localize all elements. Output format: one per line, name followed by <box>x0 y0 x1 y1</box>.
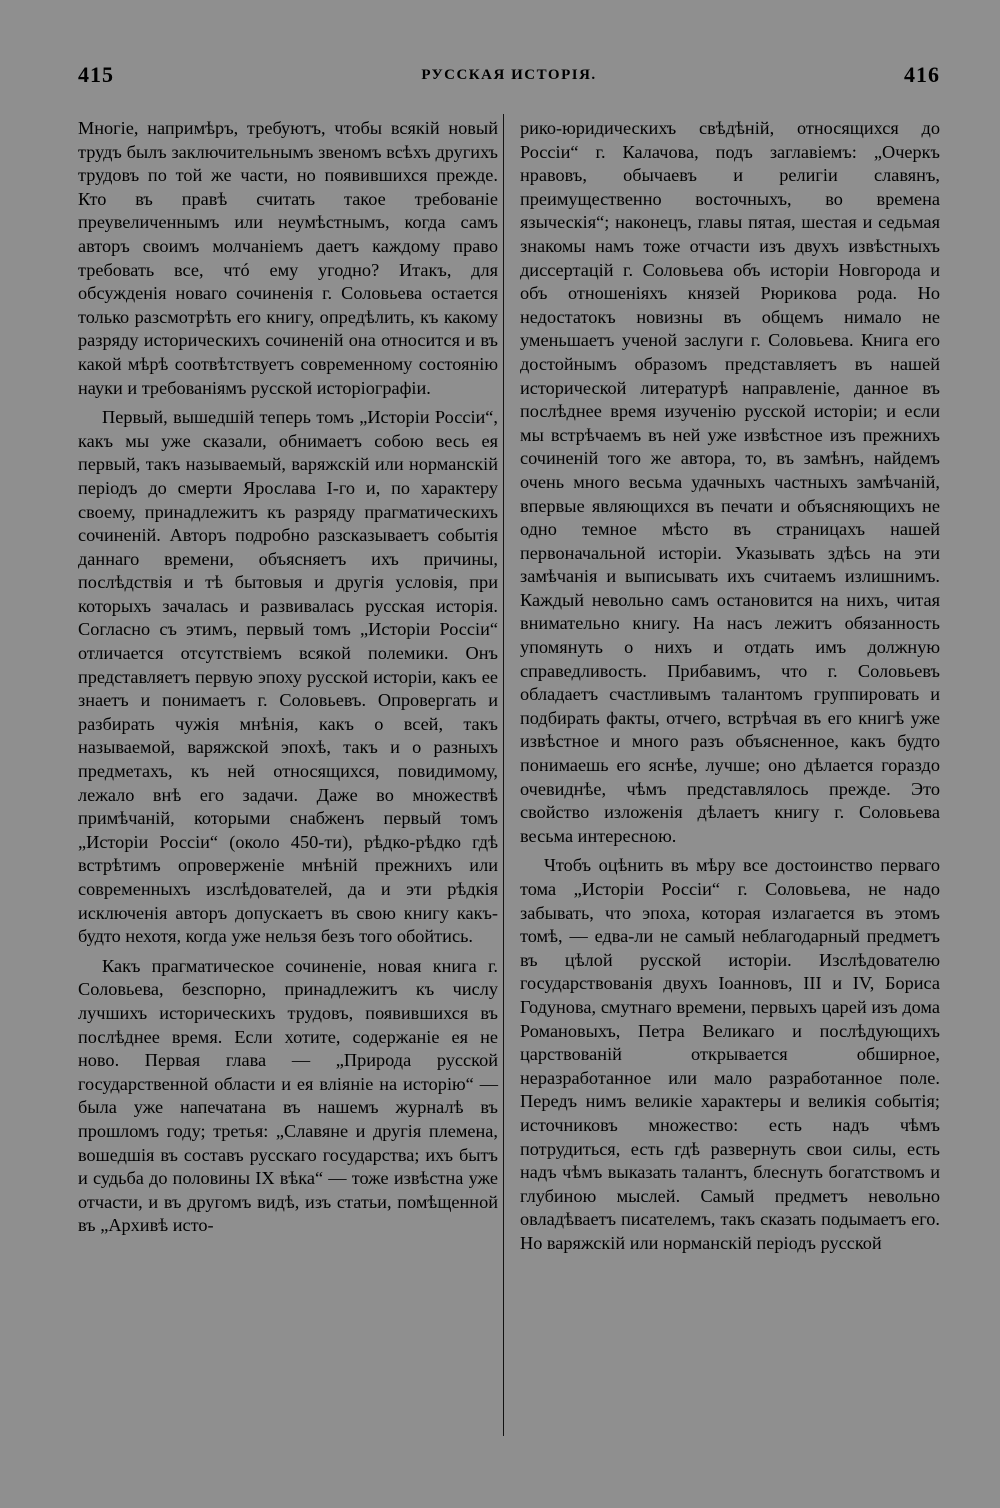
paragraph: Многіе, напримѣръ, требуютъ, чтобы всякій новый трудъ былъ заключительнымъ звеномъ всѣхъ другихъ трудовъ по той же части, но появившихся прежде. Кто въ правѣ считать такое требованіе преувеличеннымъ или неумѣстнымъ, когда самъ авторъ своимъ молчаніемъ даетъ каждому право требовать все, чтó ему угодно? Итакъ, для обсужденія новаго сочиненія г. Соловьева остается только разсмотрѣть его книгу, опредѣлить, къ какому разряду историческихъ сочиненій она относится и въ какой мѣрѣ соотвѣтствуетъ современному состоянію науки и требованіямъ русской исторіографіи. <box>78 118 498 398</box>
page-header <box>78 62 940 92</box>
page-number-left: 415 <box>78 62 114 87</box>
running-title: РУССКАЯ ИСТОРІЯ. <box>421 67 597 83</box>
paragraph: Чтобъ оцѣнить въ мѣру все достоинство перваго тома „Исторіи Россіи“ г. Соловьева, не надо забывать, что эпоха, которая излагается въ этомъ томѣ, — едва-ли не самый неблагодарный предметъ въ цѣлой русской исторіи. Изслѣдователю государствованія двухъ Іоанновъ, III и IV, Бориса Годунова, смутнаго времени, первыхъ царей изъ дома Романовыхъ, Петра Великаго и послѣдующихъ царствованій открывается обширное, неразработанное или мало разработанное поле. Передъ нимъ великіе характеры и великія событія; источниковъ множество: есть надъ чѣмъ потрудиться, есть гдѣ развернуть свои силы, есть надъ чѣмъ выказать талантъ, блеснуть богатствомъ и глубиною мыслей. Самый предметъ невольно овладѣваетъ писателемъ, такъ сказать подымаетъ его. Но варяжскій или норманскій періодъ русской <box>520 855 940 1253</box>
paragraph: рико-юридическихъ свѣдѣній, относящихся до Россіи“ г. Калачова, подъ заглавіемъ: „Очеркъ нравовъ, обычаевъ и религіи славянъ, преимущественно восточныхъ, во времена языческія“; наконецъ, главы пятая, шестая и седьмая знакомы намъ тоже отчасти изъ двухъ извѣстныхъ диссертацій г. Соловьева объ исторіи Новгорода и объ отношеніяхъ князей Рюрикова рода. Но недостатокъ новизны въ общемъ нимало не уменьшаетъ ученой заслуги г. Соловьева. Книга его достойнымъ образомъ представляетъ въ нашей исторической литературѣ направленіе, данное въ послѣднее время изученію русской исторіи; и если мы встрѣчаемъ въ ней уже извѣстное изъ прежнихъ сочиненій того же автора, то, въ замѣнъ, найдемъ очень много весьма удачныхъ частныхъ замѣчаній, впервые являющихся въ печати и объясняющихъ не одно темное мѣсто въ страницахъ нашей первоначальной исторіи. Указывать здѣсь на эти замѣчанія и выписывать ихъ считаемъ излишнимъ. Каждый невольно самъ остановится на нихъ, читая внимательно книгу. На насъ лежитъ обязанность упомянуть о нихъ и отдать имъ должную справедливость. Прибавимъ, что г. Соловьевъ обладаетъ счастливымъ талантомъ группировать и подбирать факты, отчего, встрѣчая въ его книгѣ уже извѣстное и много разъ объясненное, какъ будто понимаешь его яснѣе, лучше; оно дѣлается гораздо очевиднѣе, чѣмъ представлялось прежде. Это свойство изложенія дѣлаетъ книгу г. Соловьева весьма интересною. <box>520 118 940 846</box>
page-number-right: 416 <box>904 62 940 87</box>
paragraph: Первый, вышедшій теперь томъ „Исторіи Россіи“, какъ мы уже сказали, обнимаетъ собою весь ея первый, такъ называемый, варяжскій или норманскій періодъ до смерти Ярослава І-го и, по характеру своему, принадлежитъ къ разряду прагматическихъ сочиненій. Авторъ подробно разсказываетъ событія даннаго времени, объясняетъ ихъ причины, послѣдствія и тѣ бытовыя и другія условія, при которыхъ зачалась и развивалась русская исторія. Согласно съ этимъ, первый томъ „Исторіи Россіи“ отличается отсутствіемъ всякой полемики. Онъ представляетъ первую эпоху русской исторіи, какъ ее знаетъ и понимаетъ г. Соловьевъ. Опровергать и разбирать чужія мнѣнія, какъ о всей, такъ называемой, варяжской эпохѣ, такъ и о разныхъ предметахъ, къ ней относящихся, повидимому, лежало внѣ его задачи. Даже во множествѣ примѣчаній, которыми снабженъ первый томъ „Исторіи Россіи“ (около 450-ти), рѣдко-рѣдко гдѣ встрѣтимъ опроверженіе мнѣній прежнихъ или современныхъ изслѣдователей, да и эти рѣдкія исключенія авторъ допускаетъ въ свою книгу какъ-будто нехотя, когда уже нельзя безъ того обойтись. <box>78 407 498 947</box>
paragraph: Какъ прагматическое сочиненіе, новая книга г. Соловьева, безспорно, принадлежитъ къ числу лучшихъ историческихъ трудовъ, появившихся въ послѣднее время. Если хотите, содержаніе ея не ново. Первая глава — „Природа русской государственной области и ея вліяніе на исторію“ — была уже напечатана въ нашемъ журналѣ въ прошломъ году; третья: „Славяне и другія племена, вошедшія въ составъ русскаго государства; ихъ бытъ и судьба до половины IX вѣка“ — тоже извѣстна уже отчасти, и въ другомъ видѣ, изъ статьи, помѣщенной въ „Архивѣ исто- <box>78 955 498 1236</box>
right-column <box>520 117 940 1256</box>
left-column <box>78 117 498 1238</box>
column-divider <box>503 114 504 1436</box>
